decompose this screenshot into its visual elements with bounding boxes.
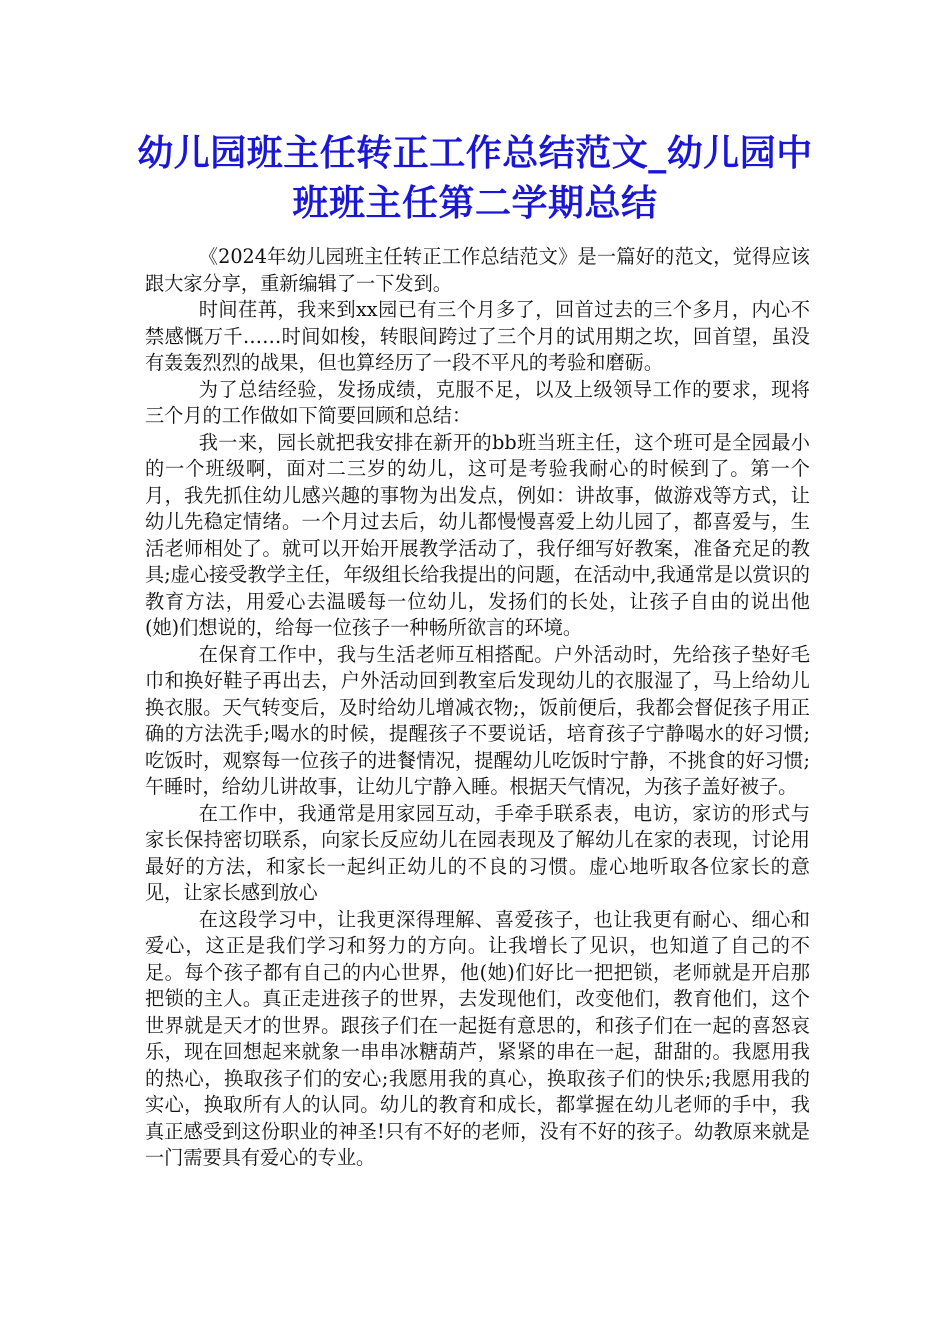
paragraph: 在这段学习中，让我更深得理解、喜爱孩子，也让我更有耐心、细心和爱心，这正是我们学习和努力的方向。让我增长了见识，也知道了自己的不足。每个孩子都有自己的内心世界，他(她)们好比一把把锁，老师就是开启那把锁的主人。真正走进孩子的世界，去发现他们，改变他们，教育他们，这个世界就是天才的世界。跟孩子们在一起挺有意思的，和孩子们在一起的喜怒哀乐，现在回想起来就象一串串冰糖葫芦，紧紧的串在一起，甜甜的。我愿用我的热心，换取孩子们的安心;我愿用我的真心，换取孩子们的快乐;我愿用我的实心，换取所有人的认同。幼儿的教育和成长，都掌握在幼儿老师的手中，我真正感受到这份职业的神圣!只有不好的老师，没有不好的孩子。幼教原来就是一门需要具有爱心的专业。 (145, 907, 810, 1169)
paragraph: 在保育工作中，我与生活老师互相搭配。户外活动时，先给孩子垫好毛巾和换好鞋子再出去，户外活动回到教室后发现幼儿的衣服湿了，马上给幼儿换衣服。天气转变后，及时给幼儿增减衣物;，饭前便后，我都会督促孩子用正确的方法洗手;喝水的时候，提醒孩子不要说话，培育孩子宁静喝水的好习惯;吃饭时，观察每一位孩子的进餐情况，提醒幼儿吃饭时宁静，不挑食的好习惯;午睡时，给幼儿讲故事，让幼儿宁静入睡。根据天气情况，为孩子盖好被子。 (145, 642, 810, 798)
document-title: 幼儿园班主任转正工作总结范文_幼儿园中班班主任第二学期总结 (137, 132, 813, 224)
paragraph: 为了总结经验，发扬成绩，克服不足，以及上级领导工作的要求，现将三个月的工作做如下简要回顾和总结： (145, 377, 810, 427)
document-body (145, 244, 810, 1172)
paragraph: 时间荏苒，我来到xx园已有三个月多了，回首过去的三个多月，内心不禁感慨万千……时间如梭，转眼间跨过了三个月的试用期之坎，回首望，虽没有轰轰烈烈的战果，但也算经历了一段不平凡的考验和磨砺。 (145, 298, 810, 374)
paragraph: 在工作中，我通常是用家园互动，手牵手联系表，电访，家访的形式与家长保持密切联系，向家长反应幼儿在园表现及了解幼儿在家的表现，讨论用最好的方法，和家长一起纠正幼儿的不良的习惯。虚心地听取各位家长的意见，让家长感到放心 (145, 801, 810, 904)
paragraph: 《2024年幼儿园班主任转正工作总结范文》是一篇好的范文，觉得应该跟大家分享，重新编辑了一下发到。 (145, 245, 810, 295)
paragraph: 我一来，园长就把我安排在新开的bb班当班主任，这个班可是全园最小的一个班级啊，面对二三岁的幼儿，这可是考验我耐心的时候到了。第一个月，我先抓住幼儿感兴趣的事物为出发点，例如：讲故事，做游戏等方式，让幼儿先稳定情绪。一个月过去后，幼儿都慢慢喜爱上幼儿园了，都喜爱与，生活老师相处了。就可以开始开展教学活动了，我仔细写好教案，准备充足的教具;虚心接受教学主任，年级组长给我提出的问题，在活动中,我通常是以赏识的教育方法，用爱心去温暖每一位幼儿，发扬们的长处，让孩子自由的说出他(她)们想说的，给每一位孩子一种畅所欲言的环境。 (145, 430, 810, 639)
